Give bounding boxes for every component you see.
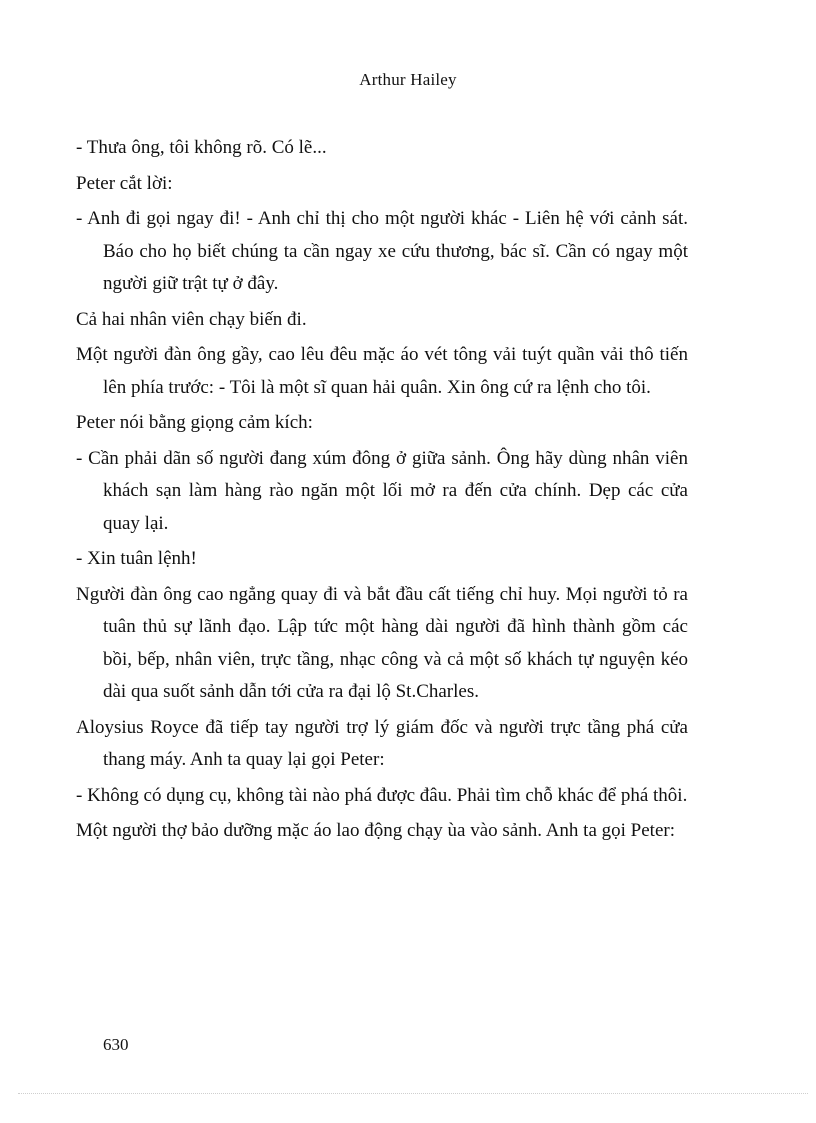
paragraph-8: - Xin tuân lệnh! (76, 548, 197, 569)
paragraph-4: Cả hai nhân viên chạy biến đi. (76, 308, 307, 330)
paragraph-7: - Cần phải dãn số người đang xúm đông ở giữa sảnh. Ông hãy dùng nhân viên khách sạn làm hàng rào ngăn một lối mở ra đến cửa chính. Dẹp các cửa quay lại. (76, 447, 688, 534)
paragraph-5: Một người đàn ông gầy, cao lêu đêu mặc áo vét tông vải tuýt quần vải thô tiến lên phía trước: - Tôi là một sĩ quan hải quân. Xin ông cứ ra lệnh cho tôi. (76, 344, 688, 398)
paragraph-9: Người đàn ông cao ngẳng quay đi và bắt đầu cất tiếng chỉ huy. Mọi người tỏ ra tuân thủ sự lãnh đạo. Lập tức một hàng dài người đã hình thành gồm các bồi, bếp, nhân viên, trực tầng, nhạc công và cả một số khách tự nguyện kéo dài qua suốt sảnh dẫn tới cửa ra đại lộ St.Charles. (76, 583, 688, 702)
page-number: 630 (103, 1035, 129, 1054)
body-text (76, 132, 688, 851)
running-head-author: Arthur Hailey (359, 70, 457, 89)
paragraph-2: Peter cắt lời: (76, 172, 173, 194)
paragraph-10: Aloysius Royce đã tiếp tay người trợ lý giám đốc và người trực tầng phá cửa thang máy. Anh ta quay lại gọi Peter: (76, 716, 688, 770)
paragraph-12: Một người thợ bảo dưỡng mặc áo lao động chạy ùa vào sảnh. Anh ta gọi Peter: (76, 820, 675, 841)
paragraph-3: - Anh đi gọi ngay đi! - Anh chỉ thị cho một người khác - Liên hệ với cảnh sát. Báo cho họ biết chúng ta cần ngay xe cứu thương, bác sĩ. Cần có ngay một người giữ trật tự ở đây. (76, 208, 688, 294)
paragraph-1: - Thưa ông, tôi không rõ. Có lẽ... (76, 137, 327, 158)
bottom-divider (18, 1093, 808, 1094)
paragraph-6: Peter nói bằng giọng cảm kích: (76, 412, 313, 433)
paragraph-11: - Không có dụng cụ, không tài nào phá được đâu. Phải tìm chỗ khác để phá thôi. (76, 784, 688, 806)
